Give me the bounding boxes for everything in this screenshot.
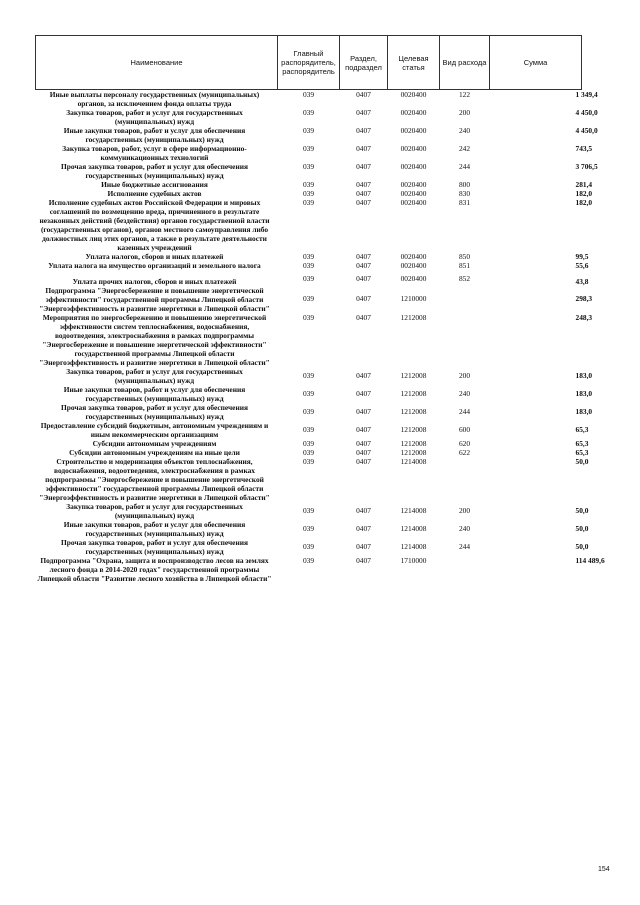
table-row xyxy=(36,313,582,367)
table-row xyxy=(36,270,582,286)
table-row xyxy=(36,144,582,162)
row-name: Предоставление субсидий бюджетным, автономным учреждениям и иным некоммерческим организациям xyxy=(40,421,269,439)
row-kind: 831 xyxy=(458,198,471,207)
row-admin: 039 xyxy=(302,126,315,135)
row-target: 0020400 xyxy=(400,126,427,135)
row-target: 1214008 xyxy=(400,457,427,466)
row-admin: 039 xyxy=(302,542,315,551)
row-name: Уплата прочих налогов, сборов и иных платежей xyxy=(72,277,237,286)
row-sum: 65,3 xyxy=(575,425,589,434)
row-section: 0407 xyxy=(356,108,371,117)
row-admin: 039 xyxy=(302,144,315,153)
row-kind: 122 xyxy=(458,90,471,99)
row-name: Субсидии автономным учреждениям на иные цели xyxy=(69,448,240,457)
row-section: 0407 xyxy=(356,189,371,198)
row-admin: 039 xyxy=(302,457,315,466)
row-target: 1212008 xyxy=(400,448,427,457)
row-target: 0020400 xyxy=(400,261,427,270)
row-sum: 50,0 xyxy=(575,506,589,515)
row-section: 0407 xyxy=(356,371,371,380)
row-sum: 65,3 xyxy=(575,439,589,448)
row-section: 0407 xyxy=(356,556,371,565)
row-target: 0020400 xyxy=(400,90,427,99)
row-kind: 244 xyxy=(458,162,471,171)
row-sum: 99,5 xyxy=(575,252,589,261)
row-target: 1214008 xyxy=(400,524,427,533)
page-number: 154 xyxy=(598,866,610,873)
header-kind: Вид расхода xyxy=(440,36,490,90)
row-target: 0020400 xyxy=(400,198,427,207)
row-sum: 182,0 xyxy=(575,198,593,207)
row-admin: 039 xyxy=(302,90,315,99)
row-section: 0407 xyxy=(356,425,371,434)
row-sum: 114 489,6 xyxy=(575,556,605,565)
row-section: 0407 xyxy=(356,313,371,322)
row-target: 0020400 xyxy=(400,189,427,198)
row-target: 1214008 xyxy=(400,542,427,551)
row-kind xyxy=(440,556,490,583)
row-target: 0020400 xyxy=(400,274,427,283)
row-kind: 852 xyxy=(458,274,471,283)
table-row xyxy=(36,261,582,270)
row-section: 0407 xyxy=(356,294,371,303)
row-kind: 850 xyxy=(458,252,471,261)
row-sum: 50,0 xyxy=(575,457,589,466)
row-name: Субсидии автономным учреждениям xyxy=(92,439,217,448)
table-row xyxy=(36,198,582,252)
row-admin: 039 xyxy=(302,524,315,533)
row-admin: 039 xyxy=(302,506,315,515)
table-row xyxy=(36,520,582,538)
row-sum: 182,0 xyxy=(575,189,593,198)
row-target: 1212008 xyxy=(400,371,427,380)
row-sum: 183,0 xyxy=(575,407,593,416)
row-section: 0407 xyxy=(356,261,371,270)
table-row xyxy=(36,286,582,313)
row-sum: 4 450,0 xyxy=(575,126,598,135)
row-sum: 3 706,5 xyxy=(575,162,598,171)
row-kind xyxy=(440,313,490,367)
row-name: Подпрограмма "Энергосбережение и повышение энергетической эффективности" государственной программы Липецкой области "Энергоэффективность и развитие энергетики в Липецкой области" xyxy=(39,286,270,313)
header-target: Целевая статья xyxy=(388,36,440,90)
row-admin: 039 xyxy=(302,274,315,283)
row-name: Уплата налогов, сборов и иных платежей xyxy=(85,252,224,261)
row-sum: 50,0 xyxy=(575,542,589,551)
row-admin: 039 xyxy=(302,261,315,270)
row-sum: 43,8 xyxy=(575,277,589,286)
row-section: 0407 xyxy=(356,389,371,398)
row-section: 0407 xyxy=(356,407,371,416)
table-row xyxy=(36,180,582,189)
row-target: 1214008 xyxy=(400,506,427,515)
row-sum: 1 349,4 xyxy=(575,90,598,99)
row-admin: 039 xyxy=(302,189,315,198)
row-name: Закупка товаров, работ и услуг для государственных (муниципальных) нужд xyxy=(66,502,243,520)
row-name: Строительство и модернизация объектов теплоснабжения, водоснабжения, водоотведения, электроснабжения в рамках подпрограммы "Энергосбережение и повышение энергетической эффективности" государственной программы Липецкой области "Энергоэффективность и развитие энергетики в Липецкой области" xyxy=(39,457,270,502)
row-section: 0407 xyxy=(356,144,371,153)
row-target: 1710000 xyxy=(400,556,427,565)
row-name: Исполнение судебных актов xyxy=(107,189,202,198)
table-row xyxy=(36,538,582,556)
row-name: Иные закупки товаров, работ и услуг для обеспечения государственных (муниципальных) нужд xyxy=(63,520,246,538)
table-row xyxy=(36,421,582,439)
row-admin: 039 xyxy=(302,294,315,303)
budget-table xyxy=(35,35,605,583)
row-kind: 240 xyxy=(458,524,471,533)
row-admin: 039 xyxy=(302,162,315,171)
table-row xyxy=(36,367,582,385)
table-row xyxy=(36,457,582,502)
row-section: 0407 xyxy=(356,524,371,533)
row-kind xyxy=(440,286,490,313)
row-target: 0020400 xyxy=(400,180,427,189)
row-admin: 039 xyxy=(302,389,315,398)
row-name: Иные бюджетные ассигнования xyxy=(101,180,208,189)
row-kind: 200 xyxy=(458,108,471,117)
row-admin: 039 xyxy=(302,556,315,565)
row-section: 0407 xyxy=(356,180,371,189)
row-sum: 281,4 xyxy=(575,180,593,189)
row-section: 0407 xyxy=(356,198,371,207)
row-target: 1212008 xyxy=(400,407,427,416)
table-row xyxy=(36,556,582,583)
row-kind: 851 xyxy=(458,261,471,270)
row-target: 0020400 xyxy=(400,108,427,117)
row-section: 0407 xyxy=(356,126,371,135)
row-target: 0020400 xyxy=(400,144,427,153)
row-kind: 240 xyxy=(458,126,471,135)
table-row xyxy=(36,108,582,126)
row-name: Закупка товаров, работ, услуг в сфере информационно-коммуникационных технологий xyxy=(62,144,247,162)
row-section: 0407 xyxy=(356,274,371,283)
row-admin: 039 xyxy=(302,198,315,207)
row-admin: 039 xyxy=(302,407,315,416)
row-name: Прочая закупка товаров, работ и услуг для обеспечения государственных (муниципальных) нужд xyxy=(61,538,248,556)
row-target: 0020400 xyxy=(400,162,427,171)
row-sum: 183,0 xyxy=(575,371,593,380)
row-section: 0407 xyxy=(356,439,371,448)
row-kind: 620 xyxy=(458,439,471,448)
row-sum: 298,3 xyxy=(575,294,593,303)
row-admin: 039 xyxy=(302,425,315,434)
row-section: 0407 xyxy=(356,448,371,457)
table-row xyxy=(36,189,582,198)
row-target: 1212008 xyxy=(400,313,427,322)
row-sum: 4 450,0 xyxy=(575,108,598,117)
row-kind: 242 xyxy=(458,144,471,153)
table-row xyxy=(36,439,582,448)
header-admin: Главный распорядитель, распорядитель xyxy=(278,36,340,90)
row-kind: 244 xyxy=(458,407,471,416)
row-admin: 039 xyxy=(302,371,315,380)
row-sum: 183,0 xyxy=(575,389,593,398)
row-section: 0407 xyxy=(356,457,371,466)
header-name: Наименование xyxy=(36,36,278,90)
table-row xyxy=(36,90,582,109)
row-kind xyxy=(440,457,490,502)
row-target: 0020400 xyxy=(400,252,427,261)
table-header-row xyxy=(36,36,582,90)
table-row xyxy=(36,162,582,180)
row-name: Подпрограмма "Охрана, защита и воспроизводство лесов на землях лесного фонда в 2014-2020 годах" государственной программы Липецкой области "Развитие лесного хозяйства в Липецкой области" xyxy=(37,556,272,583)
table-row xyxy=(36,126,582,144)
table-row xyxy=(36,448,582,457)
row-section: 0407 xyxy=(356,90,371,99)
row-name: Иные закупки товаров, работ и услуг для обеспечения государственных (муниципальных) нужд xyxy=(63,126,246,144)
row-name: Прочая закупка товаров, работ и услуг для обеспечения государственных (муниципальных) нужд xyxy=(61,403,248,421)
row-target: 1210000 xyxy=(400,294,427,303)
row-name: Уплата налога на имущество организаций и земельного налога xyxy=(48,261,261,270)
row-name: Исполнение судебных актов Российской Федерации и мировых соглашений по возмещению вреда, причиненного в результате незаконных действий (бездействия) органов государственной власти (государственных органов), органов местного самоуправления либо должностных лиц этих органов, а также в результате деятельности казенных учреждений xyxy=(39,198,270,252)
table-row xyxy=(36,252,582,261)
row-section: 0407 xyxy=(356,506,371,515)
row-kind: 244 xyxy=(458,542,471,551)
row-admin: 039 xyxy=(302,180,315,189)
row-section: 0407 xyxy=(356,542,371,551)
row-admin: 039 xyxy=(302,252,315,261)
row-kind: 240 xyxy=(458,389,471,398)
row-name: Иные закупки товаров, работ и услуг для обеспечения государственных (муниципальных) нужд xyxy=(63,385,246,403)
row-admin: 039 xyxy=(302,108,315,117)
row-name: Закупка товаров, работ и услуг для государственных (муниципальных) нужд xyxy=(66,367,243,385)
row-kind: 622 xyxy=(458,448,471,457)
row-target: 1212008 xyxy=(400,425,427,434)
table-row xyxy=(36,403,582,421)
row-target: 1212008 xyxy=(400,439,427,448)
header-section: Раздел, подраздел xyxy=(340,36,388,90)
row-section: 0407 xyxy=(356,162,371,171)
row-target: 1212008 xyxy=(400,389,427,398)
row-admin: 039 xyxy=(302,439,315,448)
row-sum: 65,3 xyxy=(575,448,589,457)
row-kind: 830 xyxy=(458,189,471,198)
row-sum: 248,3 xyxy=(575,313,593,322)
row-kind: 200 xyxy=(458,371,471,380)
row-sum: 55,6 xyxy=(575,261,589,270)
row-name: Закупка товаров, работ и услуг для государственных (муниципальных) нужд xyxy=(66,108,243,126)
table-row xyxy=(36,502,582,520)
row-name: Мероприятия по энергосбережению и повышению энергетической эффективности систем теплоснабжения, водоснабжения, водоотведения, электроснабжения в рамках подпрограммы "Энергосбережение и повышение энергетической эффективности" государственной программы Липецкой области "Энергоэффективность и развитие энергетики в Липецкой области" xyxy=(39,313,270,367)
row-section: 0407 xyxy=(356,252,371,261)
header-sum: Сумма xyxy=(490,36,582,90)
row-sum: 50,0 xyxy=(575,524,589,533)
row-kind: 600 xyxy=(458,425,471,434)
row-kind: 800 xyxy=(458,180,471,189)
table-row xyxy=(36,385,582,403)
row-name: Иные выплаты персоналу государственных (муниципальных) органов, за исключением фонда оплаты труда xyxy=(49,90,260,108)
row-name: Прочая закупка товаров, работ и услуг для обеспечения государственных (муниципальных) нужд xyxy=(61,162,248,180)
row-sum: 743,5 xyxy=(575,144,593,153)
row-admin: 039 xyxy=(302,448,315,457)
row-kind: 200 xyxy=(458,506,471,515)
row-admin: 039 xyxy=(302,313,315,322)
